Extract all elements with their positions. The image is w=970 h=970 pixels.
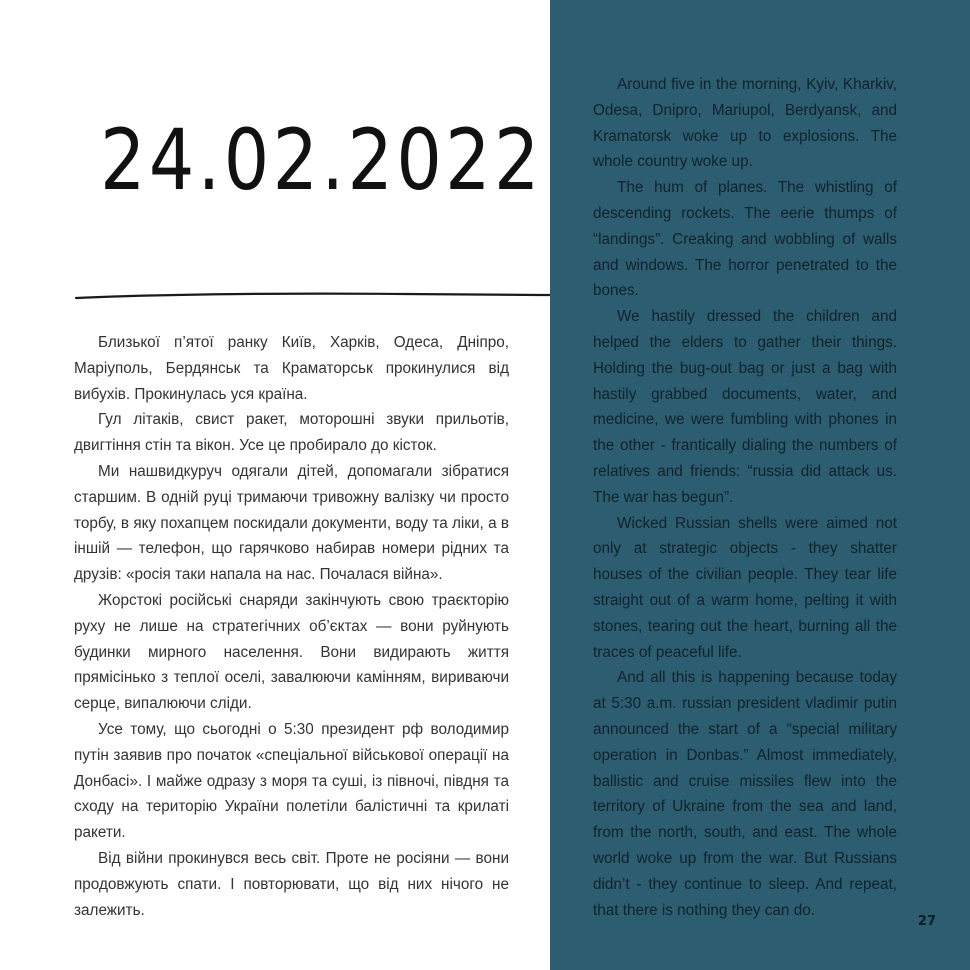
english-paragraph: Around five in the morning, Kyiv, Kharkiv, Odesa, Dnipro, Mariupol, Berdyansk, and Kramatorsk woke up to explosions. The whole country woke up. [593,76,897,171]
ukrainian-paragraph: Усе тому, що сьогодні о 5:30 президент рф володимир путін заявив про початок «спеціальної військової операції на Донбасі». І майже одразу з моря та суші, із півночі, півдня та сходу на територію України полетіли балістичні та крилаті ракети. [74,720,509,842]
english-paragraph: And all this is happening because today at 5:30 a.m. russian president vladimir putin announced the start of a “special military operation in Donbas.” Almost immediately, ballistic and cruise missiles flew into the territory of Ukraine from the sea and land, from the north, south, and east. The whole world woke up from the war. But Russians didn’t - they continue to sleep. And repeat, that there is nothing they can do. [593,669,897,919]
ukrainian-paragraph: Від війни прокинувся весь світ. Проте не росіяни — вони продовжують спати. І повторювати, що від них нічого не залежить. [74,849,509,919]
english-paragraph: We hastily dressed the children and helped the elders to gather their things. Holding the bug-out bag or just a bag with hastily grabbed documents, water, and medicine, we were fumbling with phones in the other - frantically dialing the numbers of relatives and friends: “russia did attack us. The war has begun”. [593,308,897,506]
english-text-column [593,72,897,923]
ukrainian-paragraph: Жорстокі російські снаряди закінчують свою траєкторію руху не лише на стратегічних об’єктах — вони руйнують будинки мирного населення. Вони видирають життя прямісінько з теплої оселі, завалюючи камінням, вириваючи серце, випалюючи сліди. [74,591,509,713]
page-number: 27 [917,914,936,929]
date-heading: 24.02.2022 [100,111,543,209]
ukrainian-text-column [74,330,509,923]
ukrainian-paragraph: Гул літаків, свист ракет, моторошні звуки прильотів, двигтіння стін та вікон. Усе це пробирало до кісток. [74,411,509,455]
ukrainian-paragraph: Ми нашвидкуруч одягали дітей, допомагали зібратися старшим. В одній руці тримаючи тривожну валізку чи просто торбу, в яку похапцем поскидали документи, воду та ліки, а в іншій — телефон, що гарячково набирав номери рідних та друзів: «росія таки напала на нас. Почалася війна». [74,462,509,584]
ukrainian-paragraph: Близької п’ятої ранку Київ, Харків, Одеса, Дніпро, Маріуполь, Бердянськ та Краматорськ прокинулися від вибухів. Прокинулась уся країна. [74,334,509,403]
heading-divider-line [74,289,552,305]
english-paragraph: Wicked Russian shells were aimed not only at strategic objects - they shatter houses of the civilian people. They tear life straight out of a warm home, pelting it with stones, tearing out the heart, burning all the traces of peaceful life. [593,514,897,661]
english-paragraph: The hum of planes. The whistling of descending rockets. The eerie thumps of “landings”. Creaking and wobbling of walls and windows. The horror penetrated to the bones. [593,179,897,300]
